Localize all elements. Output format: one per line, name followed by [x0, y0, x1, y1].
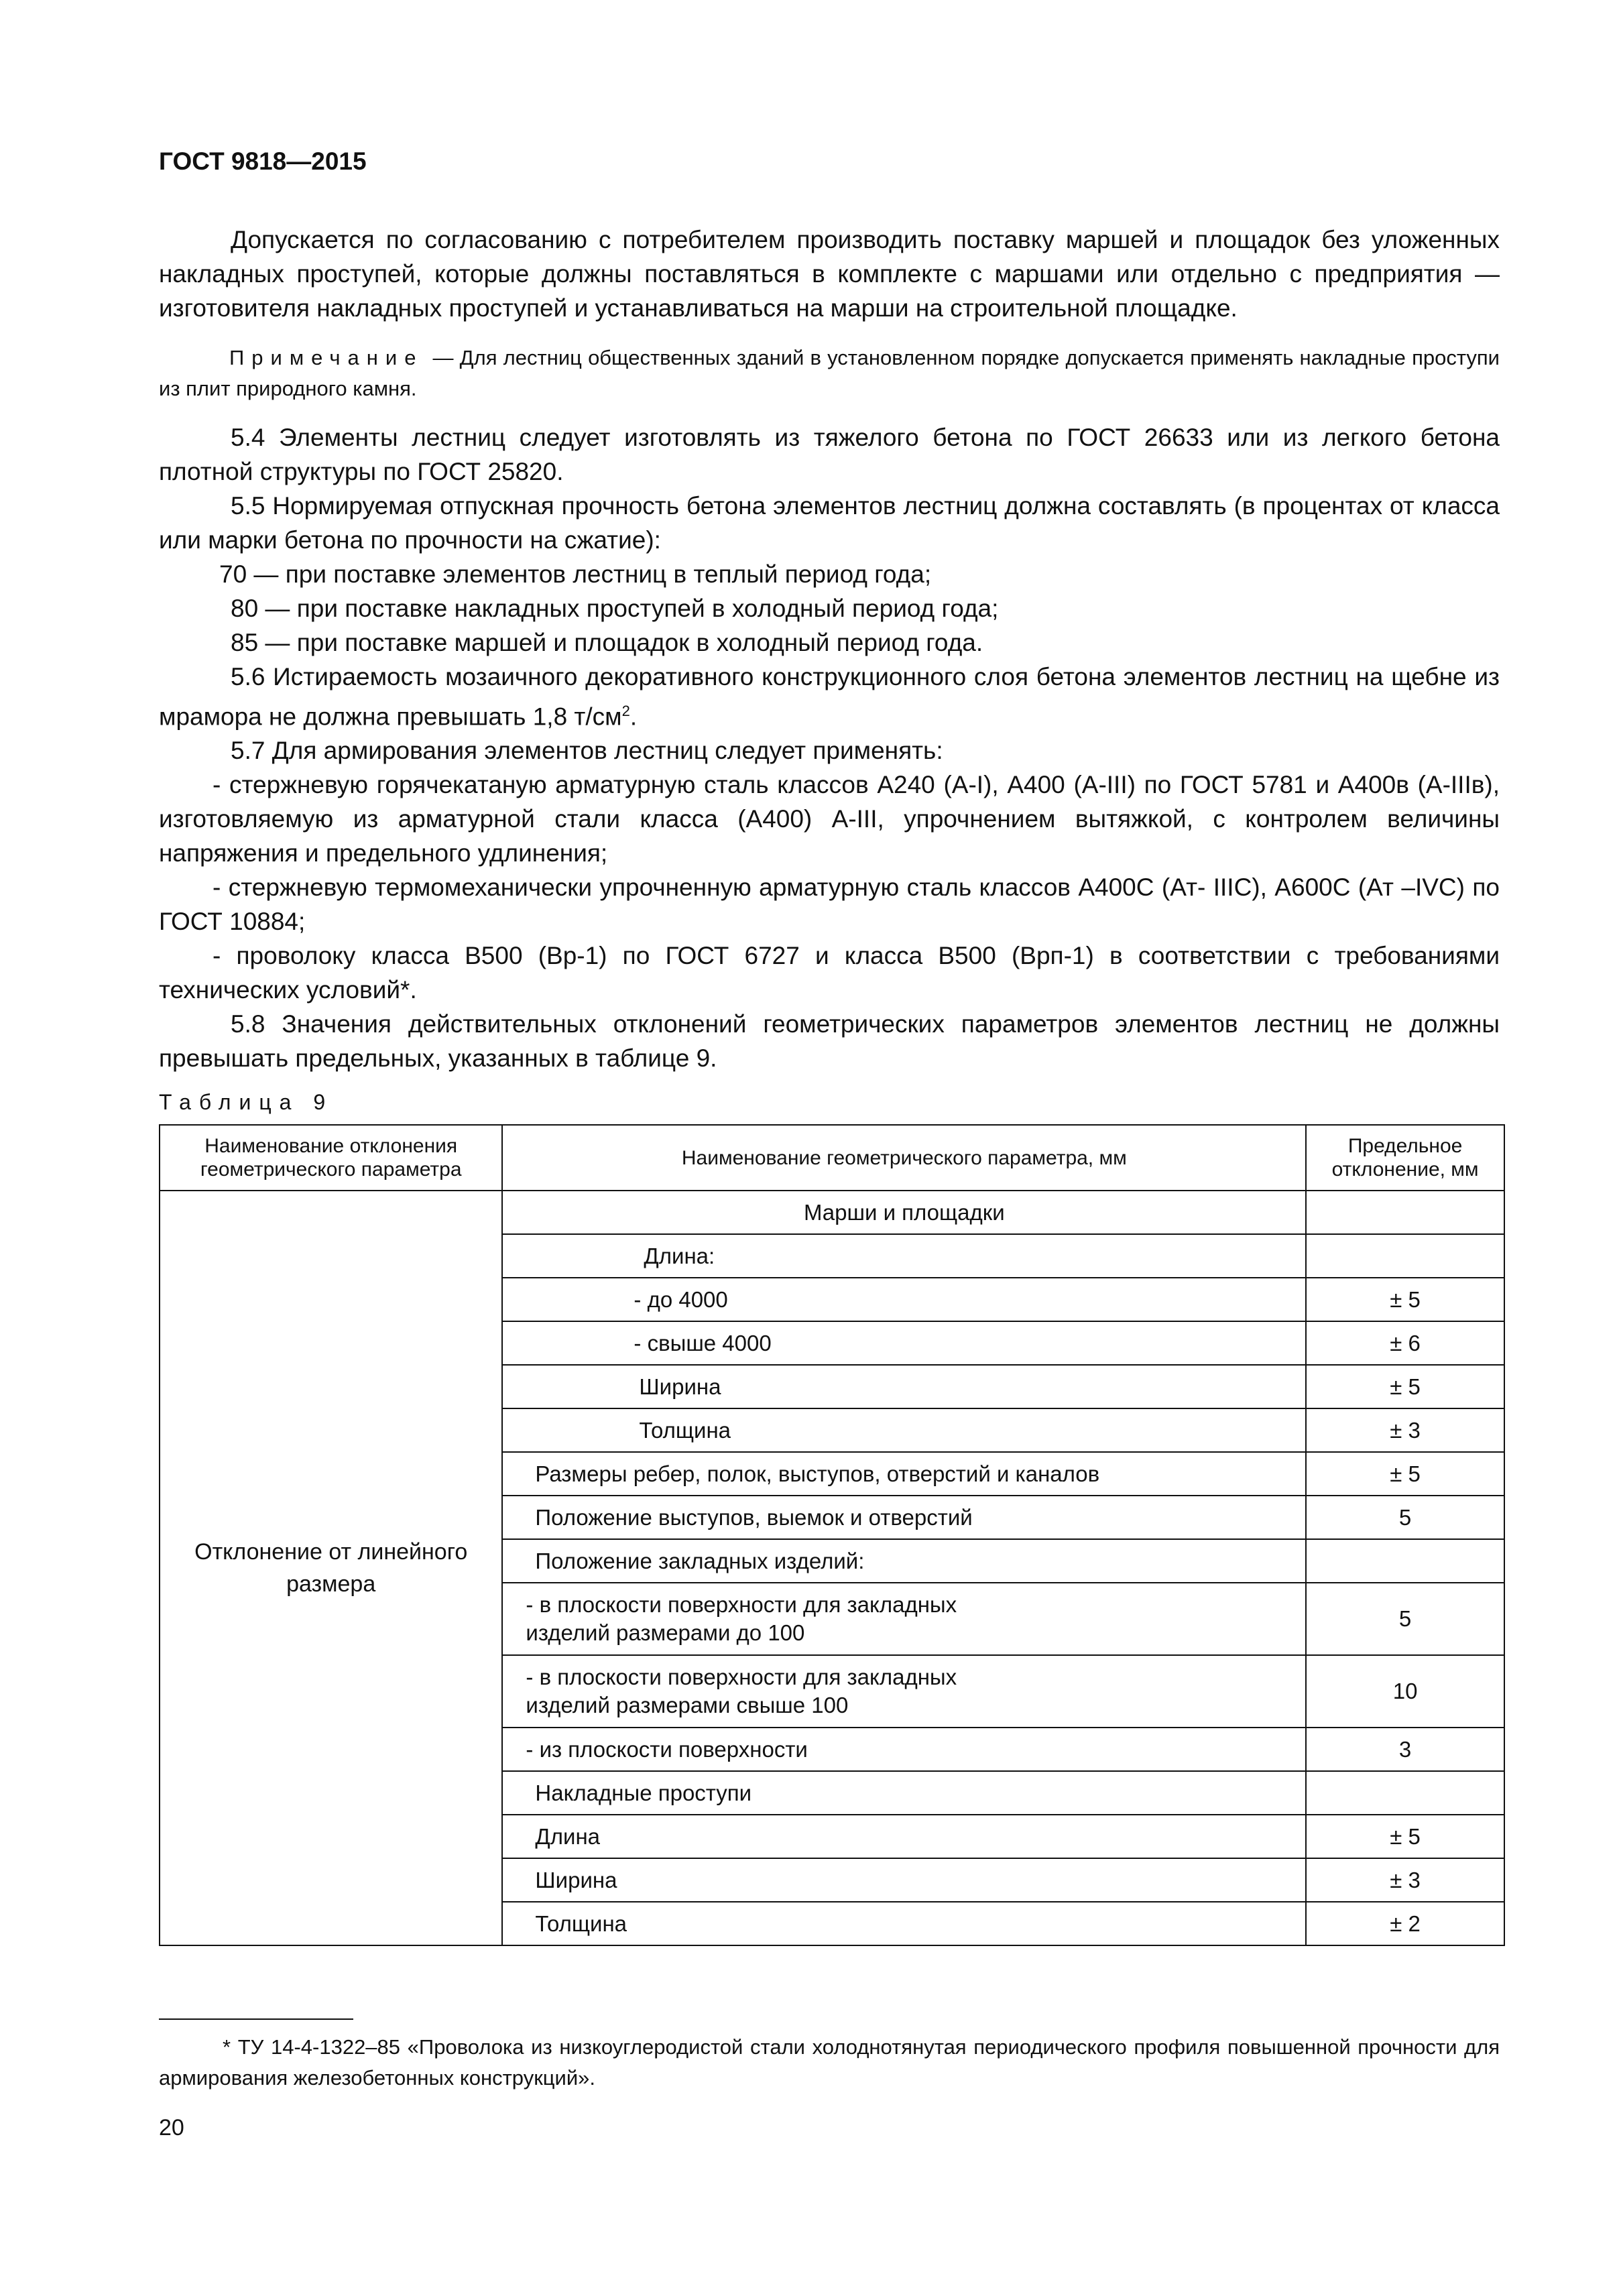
parameter-cell: Толщина [502, 1902, 1306, 1945]
tolerance-table [159, 1124, 1505, 1946]
value-cell: ± 6 [1306, 1321, 1504, 1365]
clause-5-5-item: 85 — при поставке маршей и площадок в холодный период года. [231, 629, 983, 656]
parameter-cell: - в плоскости поверхности для закладных изделий размерами свыше 100 [502, 1655, 1306, 1728]
parameter-cell: - свыше 4000 [502, 1321, 1306, 1365]
clause-5-5-item: 70 — при поставке элементов лестниц в теплый период года; [219, 560, 932, 588]
page-number: 20 [159, 2115, 184, 2141]
parameter-cell: - до 4000 [502, 1278, 1306, 1321]
value-cell: 10 [1306, 1655, 1504, 1728]
note-label: Примечание [229, 346, 424, 369]
clause-5-6 [159, 660, 1500, 733]
table-header-row [160, 1125, 1504, 1191]
parameter-cell: Марши и площадки [502, 1191, 1306, 1234]
header-limit-deviation: Предельное отклонение, мм [1306, 1125, 1504, 1191]
table-row [160, 1191, 1504, 1234]
parameter-cell: Размеры ребер, полок, выступов, отверстий и каналов [502, 1452, 1306, 1496]
header-parameter-name: Наименование геометрического параметра, мм [502, 1125, 1306, 1191]
deviation-name-cell: Отклонение от линейного размера [160, 1191, 502, 1945]
parameter-cell: Ширина [502, 1858, 1306, 1902]
parameter-cell: Положение выступов, выемок и отверстий [502, 1496, 1306, 1539]
parameter-cell: Положение закладных изделий: [502, 1539, 1306, 1583]
value-cell: ± 3 [1306, 1858, 1504, 1902]
value-cell: ± 5 [1306, 1815, 1504, 1858]
parameter-cell: - в плоскости поверхности для закладных изделий размерами до 100 [502, 1583, 1306, 1655]
clause-5-6-end: . [629, 703, 638, 731]
document-page [159, 147, 1500, 2141]
intro-paragraph: Допускается по согласованию с потребителем производить поставку маршей и площадок без уложенных накладных проступей, которые должны поставляться в комплекте с маршами или отдельно с предприятия — изготовителя накладных проступей и устанавливаться на марши на строительной площадке. [159, 226, 1500, 322]
clause-5-6-superscript: 2 [621, 703, 630, 719]
clause-5-6-text: 5.6 Истираемость мозаичного декоративного конструкционного слоя бетона элементов лестниц на щебне из мрамора не должна превышать 1,8 т/см [159, 663, 1500, 731]
note-text: — Для лестниц общественных зданий в установленном порядке допускается применять накладные проступи из плит природного камня. [159, 346, 1500, 400]
clause-5-7-item: - стержневую горячекатаную арматурную сталь классов А240 (А-I), А400 (А-III) по ГОСТ 5781 и А400в (А-IIIв), изготовляемую из арматурной стали класса (А400) А-III, упрочнением вытяжкой, с контролем величины напряжения и предельного удлинения; [159, 771, 1500, 867]
value-cell: ± 5 [1306, 1278, 1504, 1321]
parameter-cell: Ширина [502, 1365, 1306, 1408]
parameter-cell: Толщина [502, 1408, 1306, 1452]
footnote-divider [159, 2018, 353, 2020]
value-cell: ± 3 [1306, 1408, 1504, 1452]
clause-5-4: 5.4 Элементы лестниц следует изготовлять из тяжелого бетона по ГОСТ 26633 или из легкого бетона плотной структуры по ГОСТ 25820. [159, 424, 1500, 485]
parameter-cell: Длина: [502, 1234, 1306, 1278]
value-cell: 3 [1306, 1728, 1504, 1771]
parameter-cell: - из плоскости поверхности [502, 1728, 1306, 1771]
value-cell: 5 [1306, 1496, 1504, 1539]
table-caption: Таблица 9 [159, 1090, 334, 1115]
clause-5-7-item: - стержневую термомеханически упрочненную арматурную сталь классов А400С (Ат- IIIС), А600С (Ат –IVС) по ГОСТ 10884; [159, 873, 1500, 936]
clause-5-7: 5.7 Для армирования элементов лестниц следует применять: [231, 737, 943, 765]
header-deviation-name: Наименование отклонения геометрического параметра [160, 1125, 502, 1191]
value-cell: 5 [1306, 1583, 1504, 1655]
parameter-cell: Длина [502, 1815, 1306, 1858]
footnote: * ТУ 14-4-1322–85 «Проволока из низкоуглеродистой стали холоднотянутая периодического профиля повышенной прочности для армирования железобетонных конструкций». [159, 2035, 1500, 2090]
value-cell [1306, 1234, 1504, 1278]
clause-5-8: 5.8 Значения действительных отклонений геометрических параметров элементов лестниц не должны превышать предельных, указанных в таблице 9. [159, 1010, 1500, 1073]
value-cell: ± 5 [1306, 1365, 1504, 1408]
clause-5-5-item: 80 — при поставке накладных проступей в холодный период года; [231, 595, 999, 622]
value-cell: ± 2 [1306, 1902, 1504, 1945]
clause-5-5: 5.5 Нормируемая отпускная прочность бетона элементов лестниц должна составлять (в процентах от класса или марки бетона по прочности на сжатие): [159, 492, 1500, 554]
document-header: ГОСТ 9818—2015 [159, 147, 367, 175]
value-cell [1306, 1771, 1504, 1815]
value-cell: ± 5 [1306, 1452, 1504, 1496]
parameter-cell: Накладные проступи [502, 1771, 1306, 1815]
clause-5-7-item: - проволоку класса В500 (Вр-1) по ГОСТ 6727 и класса В500 (Врп-1) в соответствии с требованиями технических условий*. [159, 942, 1500, 1004]
note [159, 343, 1500, 404]
value-cell [1306, 1191, 1504, 1234]
value-cell [1306, 1539, 1504, 1583]
